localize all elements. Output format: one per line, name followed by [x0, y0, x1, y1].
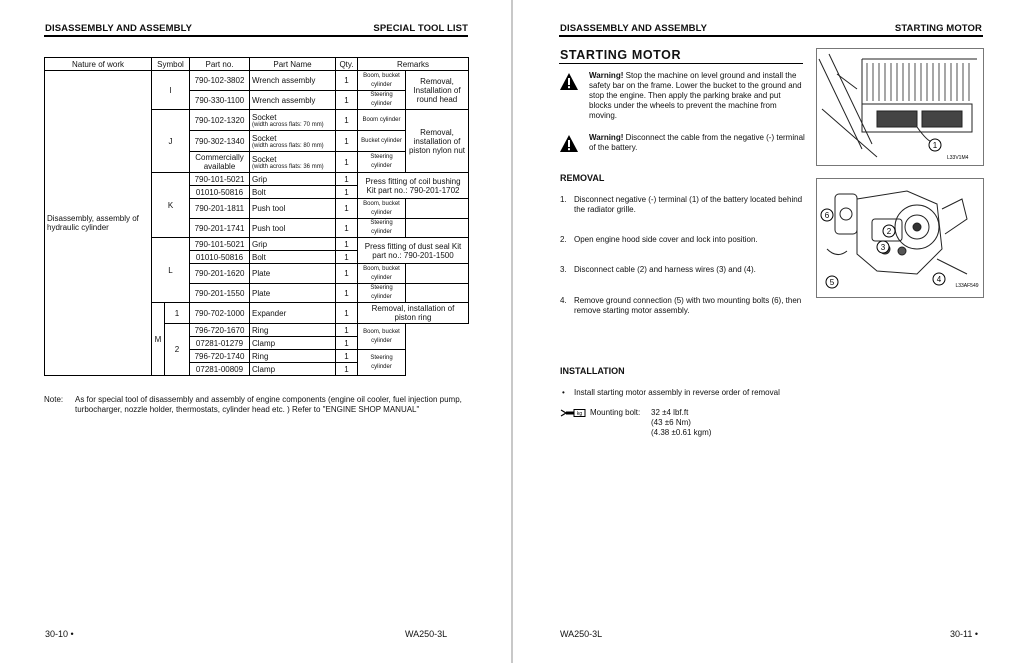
part-no-cell: Commercially available — [190, 152, 250, 173]
model-label: WA250-3L — [560, 629, 603, 639]
figure-code: L33V1M4 — [947, 155, 969, 161]
col-header-part-name: Part Name — [250, 58, 336, 71]
symbol-cell: L — [152, 238, 190, 303]
part-no-cell: 01010-50816 — [190, 186, 250, 199]
torque-label: Mounting bolt: — [590, 408, 641, 417]
part-no-cell: 796-720-1670 — [190, 324, 250, 337]
page-number: 30-11 • — [949, 629, 978, 639]
col-header-part-no: Part no. — [190, 58, 250, 71]
remark-empty-cell — [406, 324, 469, 376]
part-name-cell: Wrench assembly — [250, 91, 336, 110]
wrench-icon — [560, 408, 586, 418]
remark-cell: Steering cylinder — [358, 152, 406, 173]
part-no-cell: 07281-00809 — [190, 363, 250, 376]
remark-empty-cell — [406, 264, 469, 284]
remark-cell: Boom, bucket cylinder — [358, 199, 406, 219]
starting-motor-figure — [816, 178, 984, 298]
sub-symbol-cell: 2 — [165, 324, 190, 376]
torque-value: (43 ±6 Nm) — [651, 418, 691, 427]
removal-step: 2. Open engine hood side cover and lock into position. — [560, 235, 758, 244]
qty-cell: 1 — [336, 186, 358, 199]
warning-text: Disconnect the cable from the negative (-) terminal of the battery. — [589, 133, 805, 152]
battery-figure — [816, 48, 984, 166]
header-rule — [44, 35, 468, 37]
remark-merged-cell: Removal, installation of piston ring — [358, 303, 469, 324]
remark-cell: Bucket cylinder — [358, 131, 406, 152]
remark-cell: Boom, bucket cylinder — [358, 264, 406, 284]
remark-cell: Boom, bucket cylinder — [358, 324, 406, 350]
qty-cell: 1 — [336, 337, 358, 350]
header-rule — [559, 35, 983, 37]
starting-motor-illustration — [817, 179, 983, 297]
page-header-title: STARTING MOTOR — [894, 23, 982, 34]
part-name-cell: Push tool — [250, 199, 336, 219]
qty-cell: 1 — [336, 173, 358, 186]
part-no-cell: 790-101-5021 — [190, 238, 250, 251]
callout-5: 5 — [829, 278, 835, 287]
part-no-cell: 790-101-5021 — [190, 173, 250, 186]
removal-step: 4. Remove ground connection (5) with two mounting bolts (6), then remove starting motor assembly. — [560, 296, 802, 315]
part-no-cell: 01010-50816 — [190, 251, 250, 264]
part-no-cell: 790-702-1000 — [190, 303, 250, 324]
qty-cell: 1 — [336, 363, 358, 376]
remark-cell: Steering cylinder — [358, 91, 406, 110]
part-name-cell: Plate — [250, 284, 336, 303]
part-name-cell: Socket (width across flats: 70 mm) — [250, 110, 336, 131]
col-header-remarks: Remarks — [358, 58, 469, 71]
symbol-cell: I — [152, 71, 190, 110]
warning-label: Warning! — [589, 133, 624, 142]
warning-block-2 — [560, 133, 805, 153]
part-no-cell: 790-201-1741 — [190, 219, 250, 238]
part-no-cell: 790-330-1100 — [190, 91, 250, 110]
removal-heading: REMOVAL — [560, 173, 605, 183]
qty-cell: 1 — [336, 71, 358, 91]
sub-symbol-cell: 1 — [165, 303, 190, 324]
qty-cell: 1 — [336, 324, 358, 337]
removal-step: 1. Disconnect negative (-) terminal (1) of the battery located behind the radiator grille. — [560, 195, 803, 214]
part-name-cell: Clamp — [250, 363, 336, 376]
battery-illustration — [817, 49, 983, 165]
removal-step: 3. Disconnect cable (2) and harness wires (3) and (4). — [560, 265, 756, 274]
part-name-cell: Wrench assembly — [250, 71, 336, 91]
note-label: Note: — [44, 395, 64, 404]
part-name-cell: Plate — [250, 264, 336, 284]
part-name-cell: Clamp — [250, 337, 336, 350]
symbol-cell: K — [152, 173, 190, 238]
part-name-cell: Push tool — [250, 219, 336, 238]
part-name-cell: Grip — [250, 173, 336, 186]
remark-merged-cell: Press fitting of coil bushing Kit part no.: 790-201-1702 — [358, 173, 469, 199]
part-no-cell: 790-102-1320 — [190, 110, 250, 131]
torque-value: (4.38 ±0.61 kgm) — [651, 428, 712, 437]
model-label: WA250-3L — [405, 629, 448, 639]
symbol-cell: J — [152, 110, 190, 173]
remark-cell: Boom, bucket cylinder — [358, 71, 406, 91]
qty-cell: 1 — [336, 219, 358, 238]
part-name-cell: Bolt — [250, 251, 336, 264]
table-header-row — [45, 58, 469, 71]
qty-cell: 1 — [336, 264, 358, 284]
note-block — [44, 395, 474, 415]
page-header-title: SPECIAL TOOL LIST — [373, 23, 468, 34]
qty-cell: 1 — [336, 152, 358, 173]
warning-icon — [560, 135, 578, 152]
callout-1: 1 — [932, 141, 938, 150]
qty-cell: 1 — [336, 303, 358, 324]
callout-4: 4 — [936, 275, 942, 284]
part-name-cell: Ring — [250, 350, 336, 363]
qty-cell: 1 — [336, 251, 358, 264]
title-rule — [559, 63, 803, 64]
qty-cell: 1 — [336, 199, 358, 219]
page-number: 30-10 • — [45, 629, 74, 639]
figure-code: L33AF549 — [955, 283, 979, 289]
qty-cell: 1 — [336, 238, 358, 251]
part-no-cell: 790-201-1811 — [190, 199, 250, 219]
part-no-cell: 790-302-1340 — [190, 131, 250, 152]
remark-merged-cell: Removal, Installation of round head — [406, 71, 469, 110]
callout-2: 2 — [886, 227, 892, 236]
install-bullet: • Install starting motor assembly in reverse order of removal — [562, 388, 780, 397]
remark-cell: Steering cylinder — [358, 284, 406, 303]
col-header-symbol: Symbol — [152, 58, 190, 71]
installation-heading: INSTALLATION — [560, 366, 625, 376]
callout-3: 3 — [880, 243, 886, 252]
warning-block-1 — [560, 71, 805, 121]
warning-icon — [560, 73, 578, 90]
special-tool-table — [44, 57, 469, 376]
remark-empty-cell — [406, 199, 469, 219]
page-title: STARTING MOTOR — [560, 48, 682, 62]
nature-of-work-cell: Disassembly, assembly of hydraulic cylinder — [45, 71, 152, 376]
part-name-cell: Ring — [250, 324, 336, 337]
remark-empty-cell — [406, 219, 469, 238]
note-text: As for special tool of disassembly and assembly of engine components (engine oil cooler, fuel injection pump, turbocharger, nozzle holder, thermostats, cylinder head etc. ) Refer to "ENGINE SHOP MANUAL" — [75, 395, 462, 414]
part-name-cell: Grip — [250, 238, 336, 251]
qty-cell: 1 — [336, 131, 358, 152]
remark-cell: Steering cylinder — [358, 219, 406, 238]
part-name-cell: Socket (width across flats: 36 mm) — [250, 152, 336, 173]
remark-cell: Steering cylinder — [358, 350, 406, 376]
section-header: DISASSEMBLY AND ASSEMBLY — [560, 23, 708, 34]
svg-text:kg: kg — [576, 411, 583, 418]
col-header-nature: Nature of work — [45, 58, 152, 71]
table-row — [45, 71, 469, 91]
remark-cell: Boom cylinder — [358, 110, 406, 131]
qty-cell: 1 — [336, 350, 358, 363]
remark-merged-cell: Removal, installation of piston nylon nut — [406, 110, 469, 173]
part-name-cell: Expander — [250, 303, 336, 324]
col-header-qty: Qty. — [336, 58, 358, 71]
section-header: DISASSEMBLY AND ASSEMBLY — [45, 23, 193, 34]
part-name-cell: Bolt — [250, 186, 336, 199]
part-name-cell: Socket (width across flats: 80 mm) — [250, 131, 336, 152]
left-page — [0, 0, 511, 663]
callout-6: 6 — [824, 211, 830, 220]
qty-cell: 1 — [336, 91, 358, 110]
torque-value: 32 ±4 lbf.ft — [651, 408, 689, 417]
qty-cell: 1 — [336, 284, 358, 303]
qty-cell: 1 — [336, 110, 358, 131]
symbol-cell: M — [152, 303, 165, 376]
right-page — [513, 0, 1024, 663]
part-no-cell: 796-720-1740 — [190, 350, 250, 363]
warning-label: Warning! — [589, 71, 624, 80]
part-no-cell: 790-102-3802 — [190, 71, 250, 91]
part-no-cell: 790-201-1550 — [190, 284, 250, 303]
remark-empty-cell — [406, 284, 469, 303]
warning-text: Stop the machine on level ground and install the safety bar on the frame. Lower the bucket to the ground and stop the engine. Then apply the parking brake and put blocks under the wheels to prevent the machine from moving. — [589, 71, 802, 120]
part-no-cell: 07281-01279 — [190, 337, 250, 350]
remark-merged-cell: Press fitting of dust seal Kit part no.: 790-201-1500 — [358, 238, 469, 264]
part-no-cell: 790-201-1620 — [190, 264, 250, 284]
